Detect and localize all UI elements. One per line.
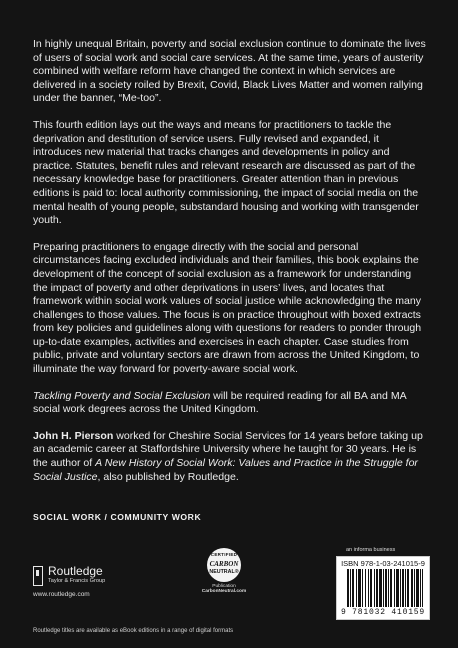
barcode-digits: 9 781032 410159 <box>340 608 425 617</box>
author-previous-book: A New History of Social Work: Values and Practice in the Struggle for Social Justice <box>33 457 418 483</box>
author-bio-text-1: worked for Cheshire Social Services for 14 years before taking up an academic career at Staffordshire University where he taught for 30 years. He is the author of <box>33 429 423 470</box>
isbn-number: ISBN 978-1-03-241015-9 <box>341 559 425 568</box>
informa-tagline: an informa business <box>346 547 396 553</box>
carbon-certified: CERTIFIED <box>210 552 238 557</box>
publisher-url: www.routledge.com <box>33 591 90 598</box>
routledge-r-icon <box>33 566 43 586</box>
subject-category: SOCIAL WORK / COMMUNITY WORK <box>33 512 202 522</box>
author-bio-text-2: , also published by Routledge. <box>97 470 239 483</box>
author-bio <box>33 430 427 484</box>
barcode-icon <box>347 569 423 607</box>
book-title: Tackling Poverty and Social Exclusion <box>33 389 211 402</box>
carbon-url: CarbonNeutral.com <box>201 589 247 594</box>
back-cover-text <box>33 38 427 497</box>
carbon-neutral-badge <box>196 548 252 594</box>
description-paragraph-1: In highly unequal Britain, poverty and social exclusion continue to dominate the lives of users of social work and social care services. At the same time, years of austerity combined with welfare reform have changed the context in which services are delivered in a society roiled by Brexit, Covid, Black Lives Matter and women rallying under the banner, “Me-too”. <box>33 38 426 105</box>
carbon-word: CARBON <box>209 560 239 568</box>
publisher-name: Routledge <box>48 564 103 578</box>
author-name: John H. Pierson <box>33 429 114 442</box>
description-paragraph-3: Preparing practitioners to engage directly with the social and personal circumstances facing excluded individuals and their families, this book explains the development of the concept of social exclusion as a framework for understanding the impact of poverty and other deprivations in users’ lives, and locates that framework within social work values of social justice while acknowledging the many challenges to those values. The focus is on practice throughout with boxed extracts from key policies and guidelines along with questions for readers to ponder through up-to-date examples, activities and exercises in each chapter. Case studies from public, private and voluntary sectors are drawn from across the United Kingdom, to illuminate the way forward for poverty-aware social work. <box>33 240 422 376</box>
carbon-neutral-icon <box>207 548 241 582</box>
publisher-group: Taylor & Francis Group <box>48 578 106 584</box>
readership-text: will be required reading for all BA and MA social work degrees across the United Kingdom. <box>33 389 407 416</box>
description-paragraph-4 <box>33 390 427 417</box>
ebook-note: Routledge titles are available as eBook editions in a range of digital formats <box>33 628 234 634</box>
neutral-word: NEUTRAL® <box>209 569 239 575</box>
description-paragraph-2: This fourth edition lays out the ways and means for practitioners to tackle the deprivation and destitution of service users. Fully revised and expanded, it introduces new material that tracks changes and developments in policy and practice. Statutes, benefit rules and relevant research are discussed as part of the necessary knowledge base for practitioners. Greater attention than in previous editions is paid to: local authority commissioning, the impact of social media on the mental health of young people, substandard housing and working with transgender youth. <box>33 118 419 227</box>
isbn-barcode <box>336 556 430 620</box>
carbon-publication: Publication <box>212 584 236 589</box>
